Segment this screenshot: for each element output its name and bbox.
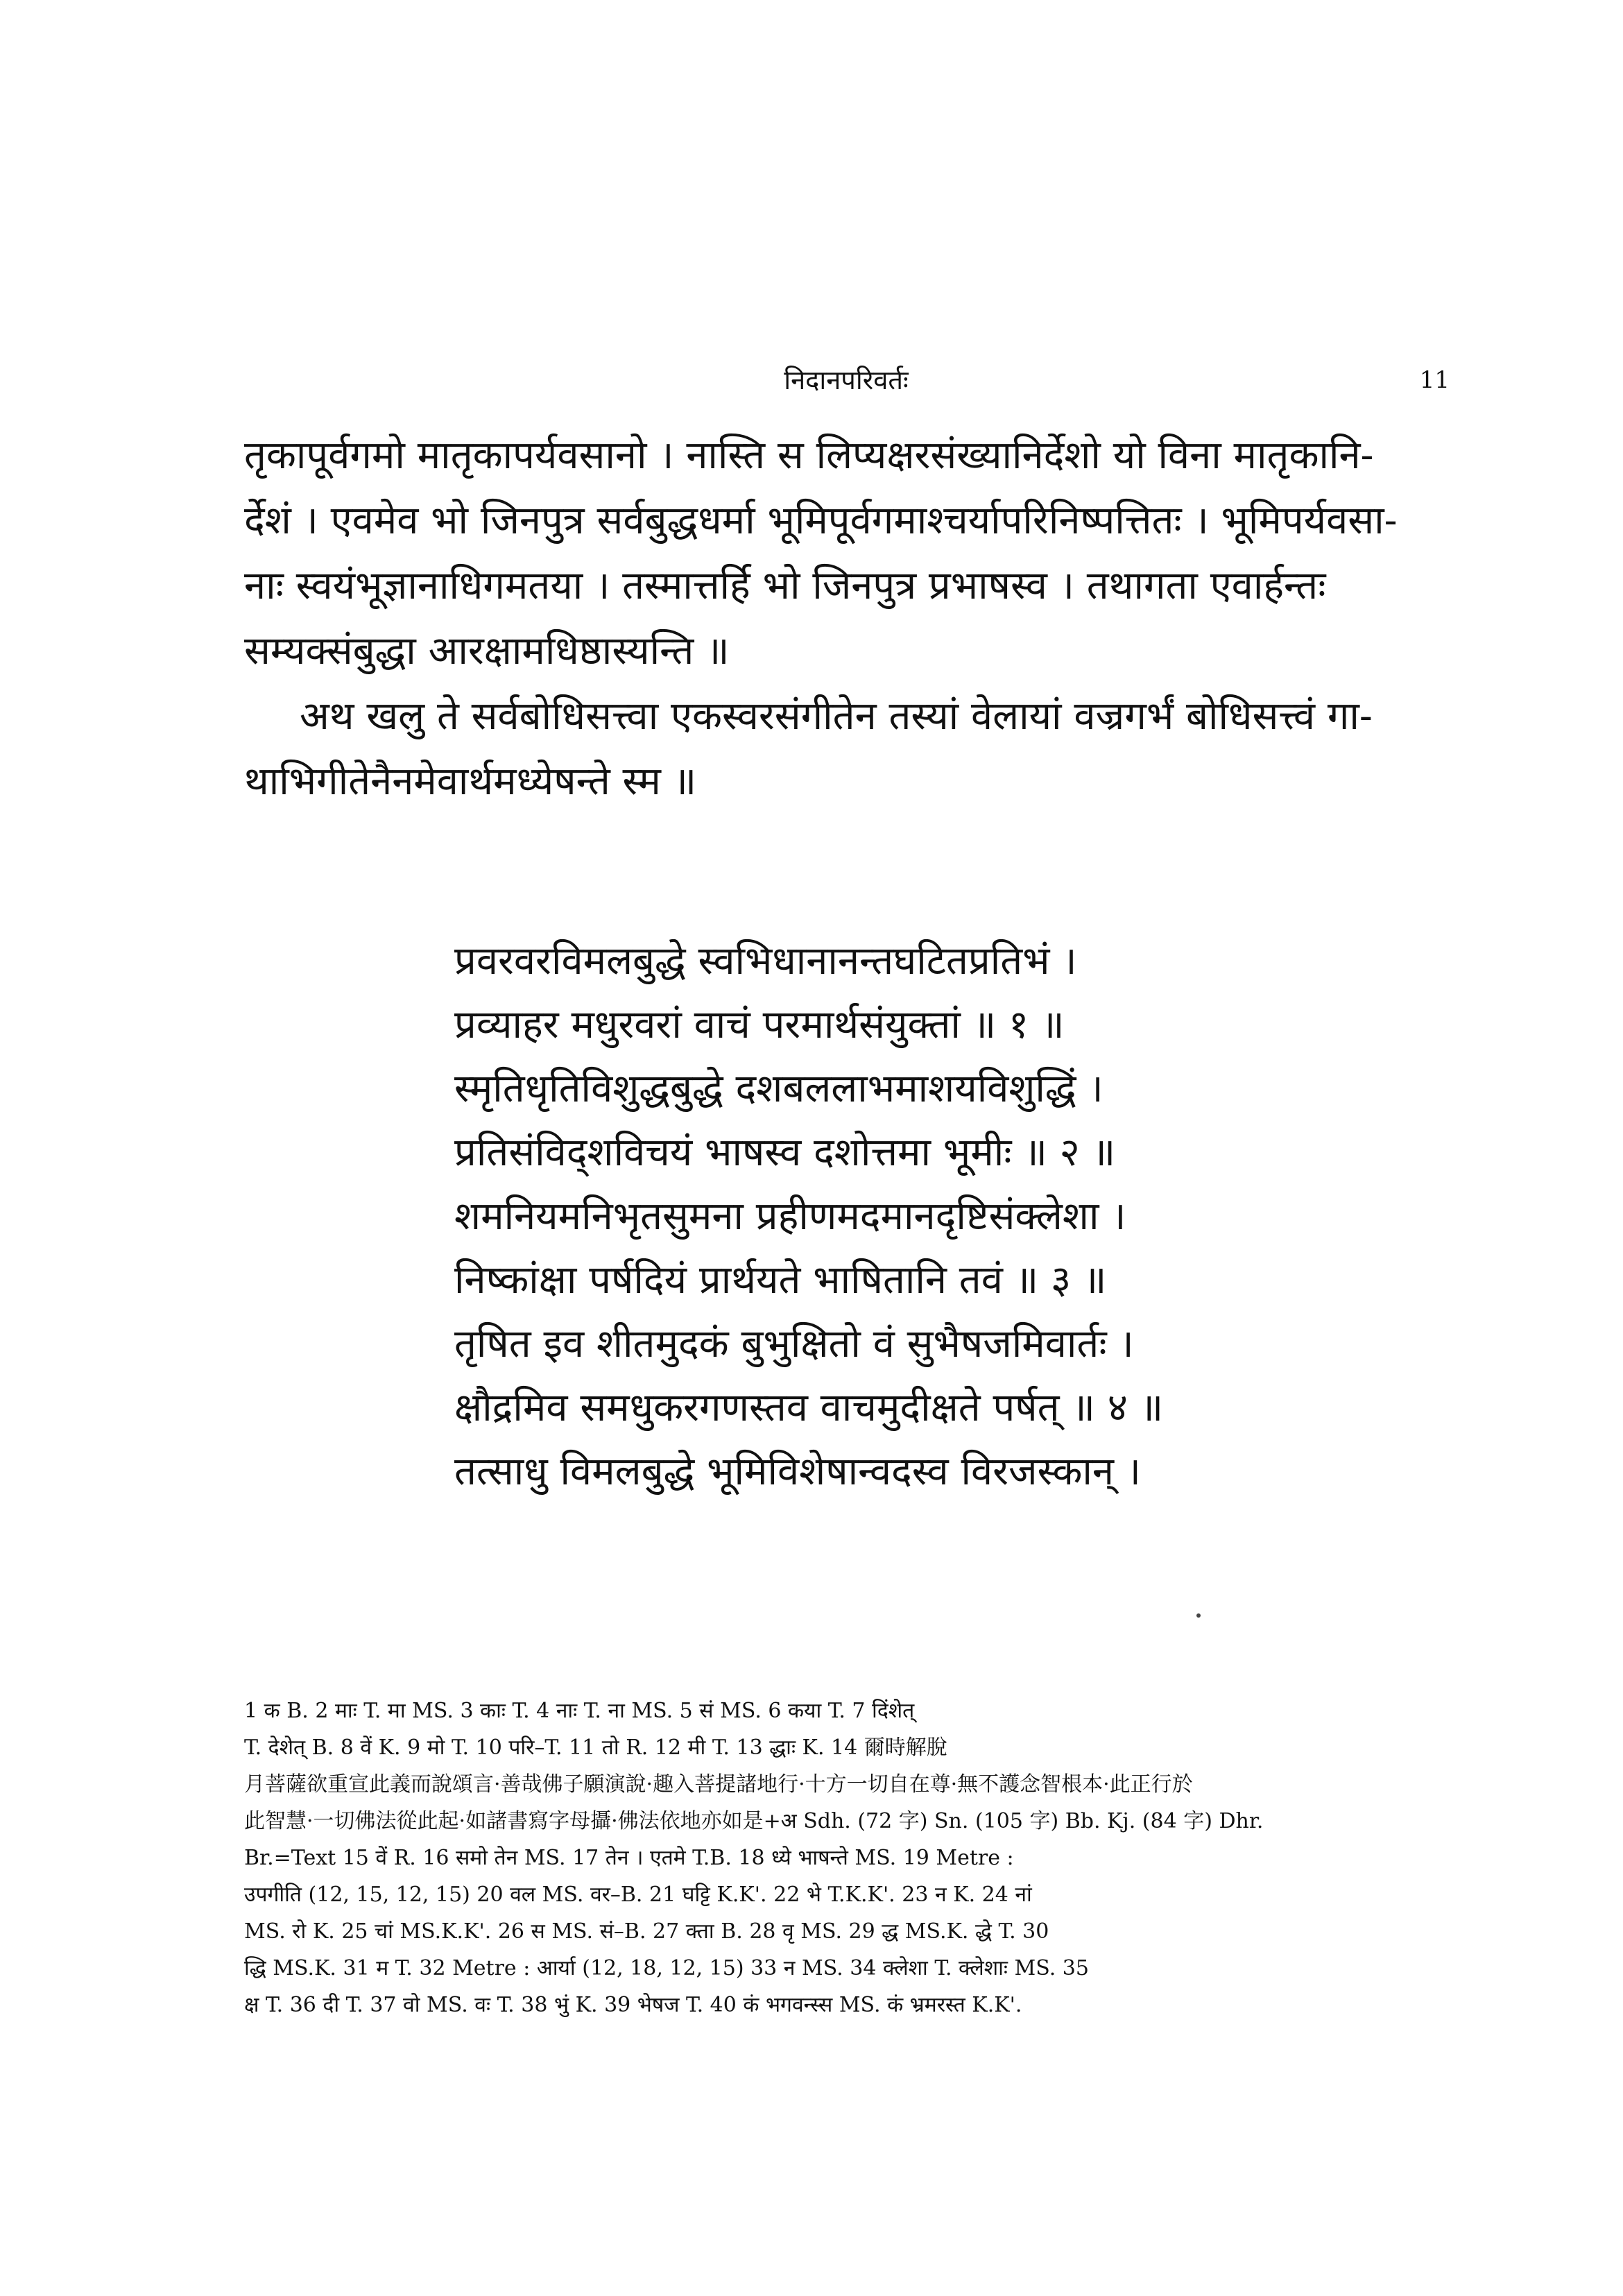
prose-line: अथ खलु ते सर्वबोधिसत्त्वा एकस्वरसंगीतेन तस्यां वेलायां वज्रगर्भं बोधिसत्त्वं गा- [300, 694, 1373, 739]
verse-line: निष्कांक्षा पर्षदियं प्रार्थयते भाषितानि तवं ॥ ३ ॥ [454, 1258, 1107, 1303]
verse-line: प्रव्याहर मधुरवरां वाचं परमार्थसंयुक्तां ॥ १ ॥ [454, 1002, 1065, 1047]
footnotes-block [244, 1693, 1448, 2023]
footnote-line: उपगीति (12, 15, 12, 15) 20 वल MS. वर–B. 21 घट्टि K.K'. 22 भे T.K.K'. 23 न K. 24 नां [244, 1883, 1032, 1907]
stray-mark [1196, 1613, 1201, 1618]
footnote-line: क्ष T. 36 दी T. 37 वो MS. वः T. 38 भुं K. 39 भेषज T. 40 कं भगवन्स्स MS. कं भ्रमरस्त K.K'. [244, 1993, 1022, 2017]
footnote-line: 1 क B. 2 माः T. मा MS. 3 काः T. 4 नाः T. ना MS. 5 सं MS. 6 कया T. 7 दिंशेत् [244, 1699, 915, 1723]
footnote-line: MS. रो K. 25 चां MS.K.K'. 26 स MS. सं–B. 27 क्ता B. 28 वृ MS. 29 द्ध MS.K. द्धे T. 30 [244, 1919, 1049, 1944]
footnote-line: Br.=Text 15 वें R. 16 समो तेन MS. 17 तेन । एतमे T.B. 18 ध्ये भाषन्ते MS. 19 Metre : [244, 1846, 1014, 1870]
prose-line: नाः स्वयंभूज्ञानाधिगमतया । तस्मात्तर्हि भो जिनपुत्र प्रभाषस्व । तथागता एवार्हन्तः [244, 563, 1326, 608]
chapter-title: निदानपरिवर्तः [784, 365, 909, 395]
verse-line: शमनियमनिभृतसुमना प्रहीणमदमानदृष्टिसंक्लेशा । [454, 1194, 1126, 1239]
footnote-line: T. देशेत् B. 8 वें K. 9 मो T. 10 परि–T. 11 तो R. 12 मी T. 13 द्धाः K. 14 爾時解脫 [244, 1736, 947, 1760]
prose-line: सम्यक्संबुद्धा आरक्षामधिष्ठास्यन्ति ॥ [244, 628, 730, 674]
prose-line: तृकापूर्वगमो मातृकापर्यवसानो । नास्ति स लिप्यक्षरसंख्यानिर्देशो यो विना मातृकानि- [244, 433, 1374, 478]
verse-line: क्षौद्रमिव समधुकरगणस्तव वाचमुदीक्षते पर्षत् ॥ ४ ॥ [454, 1385, 1164, 1430]
prose-block [244, 423, 1448, 814]
verse-block [454, 929, 1439, 1504]
prose-line: र्देशं । एवमेव भो जिनपुत्र सर्वबुद्धधर्मा भूमिपूर्वगमाश्चर्यापरिनिष्पत्तितः । भूमिपर्यवसा- [244, 498, 1398, 543]
verse-line: स्मृतिधृतिविशुद्धबुद्धे दशबललाभमाशयविशुद्धिं । [454, 1066, 1104, 1111]
verse-line: प्रवरवरविमलबुद्धे स्वभिधानानन्तघटितप्रतिभं । [454, 939, 1077, 984]
running-head [243, 359, 1450, 401]
page-number: 11 [1419, 366, 1450, 394]
prose-line: थाभिगीतेनैनमेवार्थमध्येषन्ते स्म ॥ [244, 759, 697, 804]
footnote-line: द्धि MS.K. 31 म T. 32 Metre : आर्या (12, 18, 12, 15) 33 न MS. 34 क्लेशा T. क्लेशाः MS. 35 [244, 1956, 1089, 1980]
footnote-line: 此智慧·一切佛法從此起·如諸書寫字母攝·佛法依地亦如是+अ Sdh. (72 字) Sn. (105 字) Bb. Kj. (84 字) Dhr. [244, 1809, 1264, 1833]
footnote-line: 月菩薩欲重宣此義而說頌言·善哉佛子願演說·趣入菩提諸地行·十方一切自在尊·無不護念智根本·此正行於 [244, 1772, 1193, 1797]
verse-line: तृषित इव शीतमुदकं बुभुक्षितो वं सुभैषजमिवार्तः । [454, 1321, 1134, 1367]
verse-line: तत्साधु विमलबुद्धे भूमिविशेषान्वदस्व विरजस्कान् । [454, 1449, 1141, 1494]
verse-line: प्रतिसंविद्शविचयं भाषस्व दशोत्तमा भूमीः ॥ २ ॥ [454, 1130, 1116, 1175]
